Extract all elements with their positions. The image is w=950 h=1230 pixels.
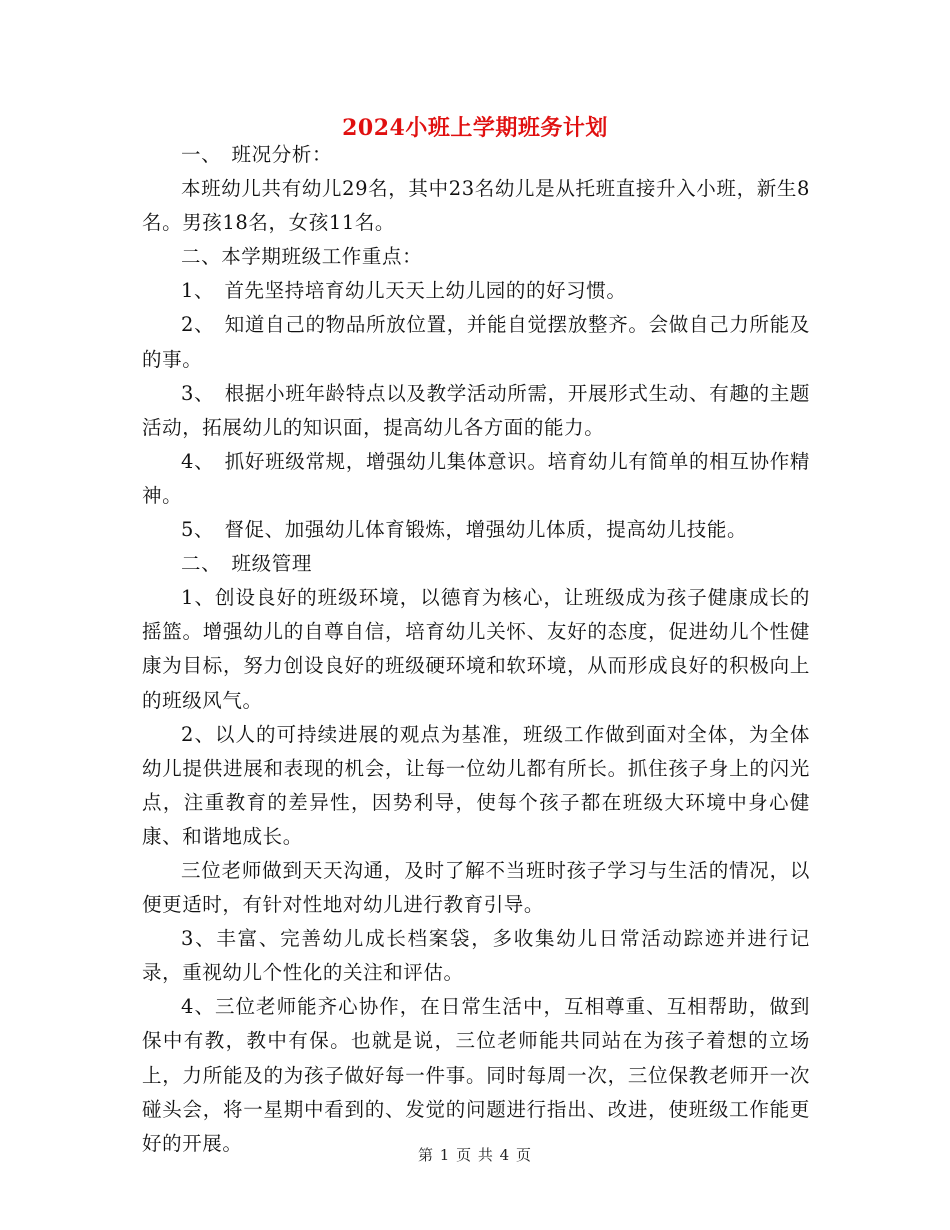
list-item-focus-3: 3、 根据小班年龄特点以及教学活动所需，开展形式生动、有趣的主题活动，拓展幼儿的知识面，提高幼儿各方面的能力。 xyxy=(142,381,810,439)
document-body xyxy=(142,138,810,1161)
section-heading-class-management: 二、 班级管理 xyxy=(181,552,312,576)
section-heading-class-analysis: 一、 班况分析： xyxy=(181,143,333,166)
list-item-focus-2: 2、 知道自己的物品所放位置，并能自觉摆放整齐。会做自己力所能及的事。 xyxy=(142,313,810,371)
list-item-focus-4: 4、 抓好班级常规，增强幼儿集体意识。培育幼儿有简单的相互协作精神。 xyxy=(142,449,810,507)
page-footer: 第 1 页 共 4 页 xyxy=(418,1146,532,1164)
paragraph-management-4: 4、三位老师能齐心协作，在日常生活中，互相尊重、互相帮助，做到保中有教，教中有保。也就是说，三位老师能共同站在为孩子着想的立场上，力所能及的为孩子做好每一件事。同时每周一次，三位保教老师开一次碰头会，将一星期中看到的、发觉的问题进行指出、改进，使班级工作能更好的开展。 xyxy=(142,995,810,1155)
list-item-focus-1: 1、 首先坚持培育幼儿天天上幼儿园的的好习惯。 xyxy=(181,279,627,303)
list-item-focus-5: 5、 督促、加强幼儿体育锻炼，增强幼儿体质，提高幼儿技能。 xyxy=(181,518,748,542)
section-heading-work-focus: 二、本学期班级工作重点： xyxy=(181,245,423,269)
paragraph-teacher-communication: 三位老师做到天天沟通，及时了解不当班时孩子学习与生活的情况，以便更适时，有针对性地对幼儿进行教育引导。 xyxy=(142,858,810,917)
paragraph-management-1: 1、创设良好的班级环境，以德育为核心，让班级成为孩子健康成长的摇篮。增强幼儿的自尊自信，培育幼儿关怀、友好的态度，促进幼儿个性健康为目标，努力创设良好的班级硬环境和软环境，从而形成良好的积极向上的班级风气。 xyxy=(142,586,810,712)
paragraph-management-2: 2、以人的可持续进展的观点为基准，班级工作做到面对全体，为全体幼儿提供进展和表现的机会，让每一位幼儿都有所长。抓住孩子身上的闪光点，注重教育的差异性，因势利导，使每个孩子都在班级大环境中身心健康、和谐地成长。 xyxy=(142,722,810,848)
paragraph-class-overview: 本班幼儿共有幼儿29名，其中23名幼儿是从托班直接升入小班，新生8名。男孩18名，女孩11名。 xyxy=(142,177,810,235)
paragraph-management-3: 3、丰富、完善幼儿成长档案袋，多收集幼儿日常活动踪迹并进行记录，重视幼儿个性化的关注和评估。 xyxy=(142,927,810,985)
document-title: 2024小班上学期班务计划 xyxy=(342,115,608,141)
